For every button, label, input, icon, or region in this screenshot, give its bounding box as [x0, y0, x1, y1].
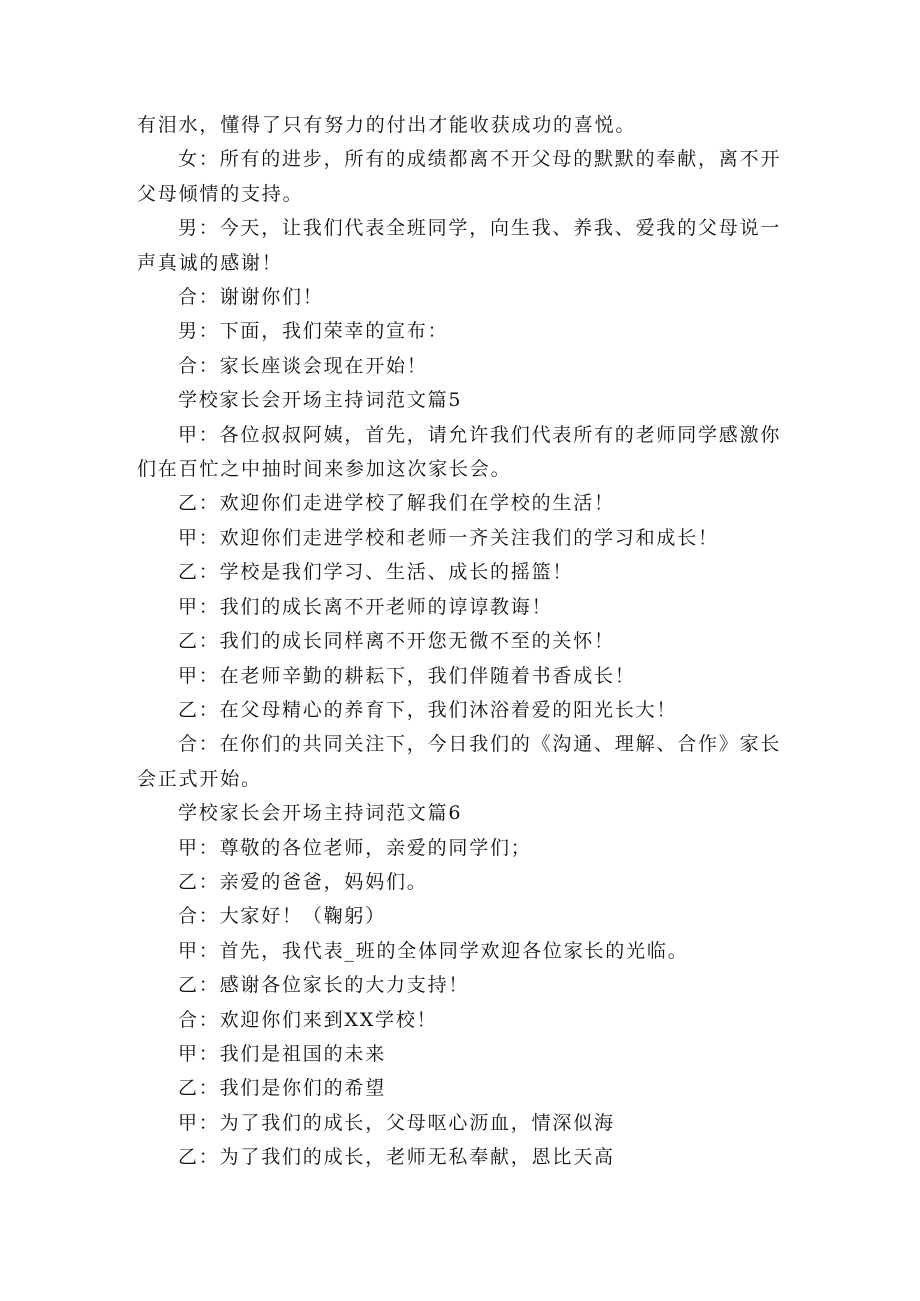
document-body	[137, 108, 785, 1175]
paragraph: 合：家长座谈会现在开始！	[178, 354, 428, 377]
paragraph: 甲：首先，我代表_班的全体同学欢迎各位家长的光临。	[178, 939, 689, 962]
paragraph: 甲：欢迎你们走进学校和老师一齐关注我们的学习和成长！	[178, 526, 719, 549]
paragraph: 乙：亲爱的爸爸，妈妈们。	[178, 870, 428, 893]
paragraph: 乙：在父母精心的养育下，我们沐浴着爱的阳光长大！	[178, 698, 678, 721]
paragraph: 甲：各位叔叔阿姨，首先，请允许我们代表所有的老师同学感激你们在百忙之中抽时间来参加这次家长会。	[137, 423, 782, 481]
paragraph: 合：欢迎你们来到XX学校！	[178, 1008, 438, 1031]
paragraph: 乙：为了我们的成长，老师无私奉献，恩比天高	[178, 1146, 615, 1169]
paragraph: 男：今天，让我们代表全班同学，向生我、养我、爱我的父母说一声真诚的感谢！	[137, 217, 782, 274]
paragraph: 乙：欢迎你们走进学校了解我们在学校的生活！	[178, 492, 615, 515]
paragraph: 合：大家好！（鞠躬）	[178, 905, 387, 928]
paragraph: 乙：我们的成长同样离不开您无微不至的关怀！	[178, 630, 615, 653]
paragraph: 合：在你们的共同关注下，今日我们的《沟通、理解、合作》家长会正式开始。	[137, 733, 782, 790]
paragraph: 甲：为了我们的成长，父母呕心沥血，情深似海	[178, 1111, 615, 1134]
paragraph: 女：所有的进步，所有的成绩都离不开父母的默默的奉献，离不开父母倾情的支持。	[137, 148, 782, 205]
paragraph: 乙：我们是你们的希望	[178, 1077, 387, 1100]
section-heading: 学校家长会开场主持词范文篇5	[178, 389, 463, 412]
paragraph: 甲：我们的成长离不开老师的谆谆教诲！	[178, 595, 553, 618]
paragraph: 有泪水，懂得了只有努力的付出才能收获成功的喜悦。	[137, 114, 637, 136]
paragraph: 甲：我们是祖国的未来	[178, 1042, 387, 1065]
paragraph: 甲：在老师辛勤的耕耘下，我们伴随着书香成长！	[178, 664, 636, 687]
paragraph: 甲：尊敬的各位老师，亲爱的同学们；	[178, 836, 532, 859]
paragraph: 合：谢谢你们！	[178, 286, 324, 309]
paragraph: 乙：感谢各位家长的大力支持！	[178, 974, 470, 997]
section-heading: 学校家长会开场主持词范文篇6	[178, 802, 463, 825]
paragraph: 男：下面，我们荣幸的宣布：	[178, 320, 449, 343]
paragraph: 乙：学校是我们学习、生活、成长的摇篮！	[178, 561, 574, 584]
